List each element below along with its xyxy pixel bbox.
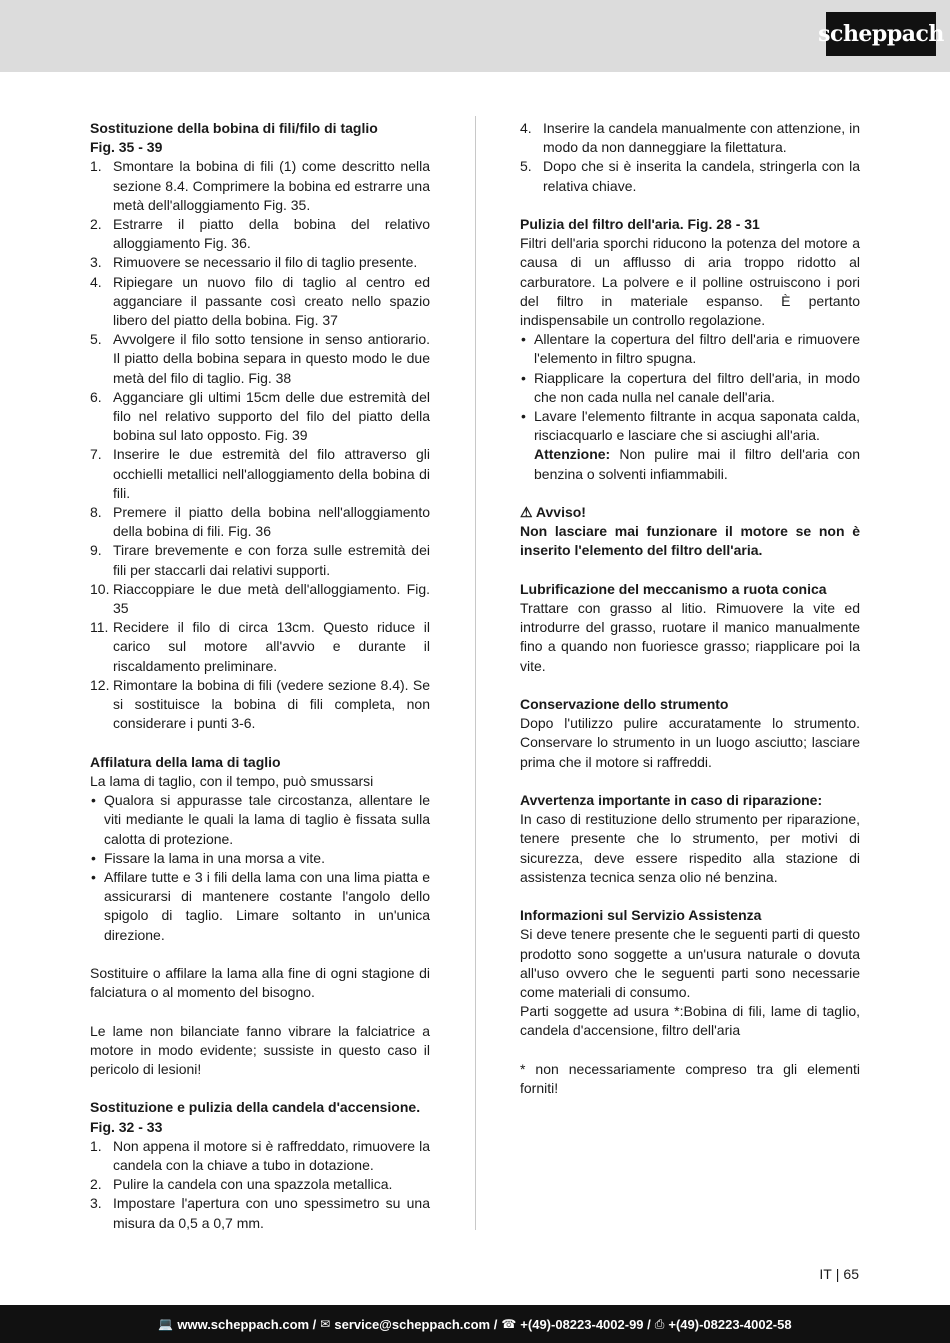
list-item: 4. Inserire la candela manualmente con attenzione, in modo da non danneggiare la filettatura. — [520, 120, 860, 156]
paragraph: Dopo l'utilizzo pulire accuratamente lo strumento. Conservare lo strumento in un luogo asciutto; lasciare prima che il motore si raffreddi. — [520, 715, 860, 770]
footer-web: www.scheppach.com / — [177, 1316, 317, 1332]
bobina-steps-list — [90, 157, 430, 733]
left-column — [90, 119, 430, 1233]
section-title: Conservazione dello strumento — [520, 696, 729, 713]
paragraph: Si deve tenere presente che le seguenti parti di questo prodotto sono soggette a un'usura naturale o dovuta all'uso ovvero che le seguenti parti sono necessarie come materiali di consumo. — [520, 926, 860, 1001]
list-item: 2. Estrarre il piatto della bobina del relativo alloggiamento Fig. 36. — [90, 216, 430, 252]
computer-icon: 💻 — [158, 1317, 174, 1331]
list-item: • Affilare tutte e 3 i fili della lama con una lima piatta e assicurarsi di mantenere costante l'angolo dello spigolo di taglio. Limare soltanto in un'unica direzione. — [91, 868, 430, 943]
column-divider — [475, 116, 476, 1230]
section-title: Informazioni sul Servizio Assistenza — [520, 907, 762, 924]
footer-bar — [0, 1305, 950, 1343]
scheppach-logo: scheppach — [826, 12, 936, 56]
section-title: Sostituzione e pulizia della candela d'accensione. Fig. 32 - 33 — [90, 1099, 421, 1135]
list-item: 8. Premere il piatto della bobina nell'alloggiamento della bobina di fili. Fig. 36 — [90, 504, 430, 540]
attention-label: Attenzione: — [534, 446, 611, 463]
footer-phone: +(49)-08223-4002-99 / — [520, 1316, 651, 1332]
candela-steps-list-cont — [520, 119, 860, 196]
list-item: 4. Ripiegare un nuovo filo di taglio al centro ed agganciare il passante così creato nello spazio libero del piatto della bobina. Fig. 37 — [90, 273, 430, 329]
right-column — [520, 119, 860, 1098]
page-number: IT | 65 — [819, 1266, 859, 1282]
filtro-bullets — [520, 330, 860, 484]
list-item: 1. Non appena il motore si è raffreddato, rimuovere la candela con la chiave a tubo in dotazione. — [90, 1137, 430, 1173]
list-item: 5. Dopo che si è inserita la candela, stringerla con la relativa chiave. — [520, 158, 860, 194]
footer-email: service@scheppach.com / — [334, 1316, 498, 1332]
section-figref: Fig. 35 - 39 — [90, 139, 163, 156]
affilatura-bullets — [90, 791, 430, 945]
list-item: • Qualora si appurasse tale circostanza, allentare le viti mediante le quali la lama di taglio è fissata sulla calotta di protezione. — [91, 792, 430, 847]
list-item: • Allentare la copertura del filtro dell'aria e rimuovere l'elemento in filtro spugna. — [521, 331, 860, 367]
section-title: Pulizia del filtro dell'aria. Fig. 28 - 31 — [520, 216, 760, 232]
fax-icon: ⎙ — [654, 1316, 665, 1331]
list-item: 11. Recidere il filo di circa 13cm. Questo riduce il carico sul motore all'avvio e durante il riscaldamento preliminare. — [90, 619, 430, 674]
paragraph: Sostituire o affilare la lama alla fine di ogni stagione di falciatura o al momento del bisogno. — [90, 964, 430, 1001]
header-bar — [0, 0, 950, 72]
list-item: • Fissare la lama in una morsa a vite. — [91, 849, 325, 866]
list-item: 3. Impostare l'apertura con uno spessimetro su una misura da 0,5 a 0,7 mm. — [90, 1195, 430, 1231]
footer-fax: +(49)-08223-4002-58 — [668, 1316, 792, 1332]
paragraph: Filtri dell'aria sporchi riducono la potenza del motore a causa di un afflusso di aria troppo ridotto al carburatore. La polvere e il polline ostruiscono i pori del filtro in materiale espanso. È pertanto indispensabile un controllo regolazione. — [520, 235, 860, 329]
footnote: * non necessariamente compreso tra gli elementi forniti! — [520, 1060, 860, 1097]
candela-steps-list — [90, 1137, 430, 1233]
section-title: Avvertenza importante in caso di riparazione: — [520, 792, 823, 809]
list-item: • Lavare l'elemento filtrante in acqua saponata calda, risciacquarlo e lasciare che si asciughi all'aria. Attenzione: Non pulire mai il filtro dell'aria con benzina o solventi infiammabili. — [521, 408, 860, 482]
list-item: 3. Rimuovere se necessario il filo di taglio presente. — [90, 254, 418, 271]
section-title: Lubrificazione del meccanismo a ruota conica — [520, 580, 827, 597]
list-item: 1. Smontare la bobina di fili (1) come descritto nella sezione 8.4. Comprimere la bobina ed estrarre una metà dell'alloggiamento Fig. 35. — [90, 158, 430, 213]
phone-icon: ☎ — [501, 1317, 517, 1331]
list-item: 12. Rimontare la bobina di fili (vedere sezione 8.4). Se si sostituisce la bobina di fili completa, non considerare i punti 3-6. — [90, 676, 430, 732]
paragraph: In caso di restituzione dello strumento per riparazione, tenere presente che lo strumento, per motivi di sicurezza, deve essere rispedito alla stazione di assistenza tecnica senza olio né benzina. — [520, 811, 860, 885]
paragraph: Parti soggette ad usura *:Bobina di fili, lame di taglio, candela d'accensione, filtro dell'aria — [520, 1003, 860, 1039]
list-item: 9. Tirare brevemente e con forza sulle estremità dei fili per staccarli dai relativi supporti. — [90, 542, 430, 578]
list-item: 2. Pulire la candela con una spazzola metallica. — [90, 1176, 393, 1193]
warning-text: Non lasciare mai funzionare il motore se non è inserito l'elemento del filtro dell'aria. — [520, 523, 860, 559]
list-item: 6. Agganciare gli ultimi 15cm delle due estremità del filo nel relativo supporto del filo del piatto della bobina sul lato opposto. Fig. 39 — [90, 388, 430, 444]
section-title: Affilatura della lama di taglio — [90, 753, 281, 770]
paragraph: La lama di taglio, con il tempo, può smussarsi — [90, 772, 374, 789]
list-item: • Riapplicare la copertura del filtro dell'aria, in modo che non cada nulla nel canale dell'aria. — [521, 369, 860, 405]
paragraph: Trattare con grasso al litio. Rimuovere la vite ed introdurre del grasso, ruotare il manico manualmente fino a quando non fuoriesce grasso; riapplicare poi la vite. — [520, 600, 860, 674]
mail-icon: ✉ — [320, 1317, 331, 1331]
paragraph: Le lame non bilanciate fanno vibrare la falciatrice a motore in modo evidente; sussiste in questo caso il pericolo di lesioni! — [90, 1022, 430, 1077]
list-item: 10. Riaccoppiare le due metà dell'alloggiamento. Fig. 35 — [90, 580, 430, 617]
section-title: Sostituzione della bobina di fili/filo di taglio — [90, 120, 378, 136]
list-item: 7. Inserire le due estremità del filo attraverso gli occhielli metallici nell'alloggiamento della bobina di fili. — [90, 446, 430, 501]
warning-title: ⚠ Avviso! — [520, 504, 586, 521]
list-item: 5. Avvolgere il filo sotto tensione in senso antiorario. Il piatto della bobina separa in questo modo le due metà del filo di taglio. Fig. 38 — [90, 331, 430, 386]
